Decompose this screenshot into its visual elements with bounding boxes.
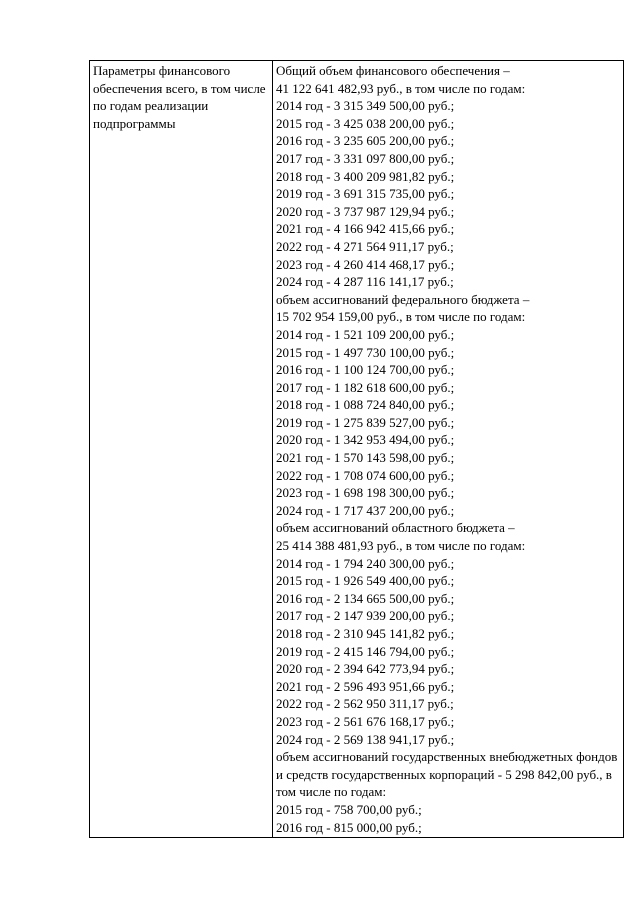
financing-line: 2019 год - 1 275 839 527,00 руб.; [276, 414, 455, 430]
financing-line: 2022 год - 2 562 950 311,17 руб.; [276, 696, 454, 712]
financing-parameters-table [89, 60, 624, 838]
financing-line: 2014 год - 1 794 240 300,00 руб.; [276, 555, 455, 571]
financing-line: 2017 год - 3 331 097 800,00 руб.; [276, 150, 455, 166]
financing-line: 2016 год - 3 235 605 200,00 руб.; [276, 133, 455, 149]
financing-line: 2023 год - 1 698 198 300,00 руб.; [276, 485, 455, 501]
financing-line: 2018 год - 3 400 209 981,82 руб.; [276, 168, 455, 184]
financing-line: 2021 год - 2 596 493 951,66 руб.; [276, 678, 455, 694]
financing-line: 2016 год - 1 100 124 700,00 руб.; [276, 362, 455, 378]
financing-line: 2017 год - 2 147 939 200,00 руб.; [276, 608, 455, 624]
parameter-label: Параметры финансового обеспечения всего, в том числе по годам реализации подпрограммы [93, 63, 266, 131]
financing-line: 25 414 388 481,93 руб., в том числе по годам: [276, 538, 526, 554]
table-row [90, 61, 624, 838]
financing-line: 2016 год - 2 134 665 500,00 руб.; [276, 590, 455, 606]
financing-line: 2018 год - 1 088 724 840,00 руб.; [276, 397, 455, 413]
financing-line: Общий объем финансового обеспечения – [276, 63, 510, 78]
financing-line: 2022 год - 4 271 564 911,17 руб.; [276, 238, 454, 254]
financing-line: 2015 год - 3 425 038 200,00 руб.; [276, 115, 455, 131]
financing-line: 15 702 954 159,00 руб., в том числе по годам: [276, 309, 526, 325]
parameter-label-cell [90, 61, 273, 838]
financing-line: объем ассигнований государственных внебюджетных фондов и средств государственных корпораций - 5 298 842,00 руб., в том числе по годам: [276, 749, 618, 800]
financing-line: 41 122 641 482,93 руб., в том числе по годам: [276, 80, 526, 96]
financing-line: 2014 год - 3 315 349 500,00 руб.; [276, 98, 455, 114]
financing-values-cell [273, 61, 624, 838]
financing-line: 2024 год - 2 569 138 941,17 руб.; [276, 731, 455, 747]
financing-line: объем ассигнований федерального бюджета – [276, 291, 530, 307]
financing-line: 2024 год - 4 287 116 141,17 руб.; [276, 274, 454, 290]
financing-line: 2017 год - 1 182 618 600,00 руб.; [276, 379, 455, 395]
financing-line: 2021 год - 4 166 942 415,66 руб.; [276, 221, 455, 237]
financing-line: 2015 год - 1 497 730 100,00 руб.; [276, 344, 455, 360]
financing-line: 2020 год - 3 737 987 129,94 руб.; [276, 203, 455, 219]
financing-line: 2016 год - 815 000,00 руб.; [276, 819, 422, 835]
financing-line: 2020 год - 1 342 953 494,00 руб.; [276, 432, 455, 448]
financing-line: 2015 год - 758 700,00 руб.; [276, 801, 422, 817]
financing-line: 2023 год - 4 260 414 468,17 руб.; [276, 256, 455, 272]
financing-line: 2019 год - 2 415 146 794,00 руб.; [276, 643, 455, 659]
financing-line: 2014 год - 1 521 109 200,00 руб.; [276, 326, 455, 342]
financing-line: объем ассигнований областного бюджета – [276, 520, 515, 536]
financing-line: 2018 год - 2 310 945 141,82 руб.; [276, 626, 455, 641]
financing-line: 2021 год - 1 570 143 598,00 руб.; [276, 450, 455, 466]
financing-line: 2020 год - 2 394 642 773,94 руб.; [276, 661, 455, 677]
financing-line: 2024 год - 1 717 437 200,00 руб.; [276, 502, 455, 518]
financing-line: 2019 год - 3 691 315 735,00 руб.; [276, 186, 455, 202]
financing-line: 2022 год - 1 708 074 600,00 руб.; [276, 467, 455, 483]
financing-line: 2023 год - 2 561 676 168,17 руб.; [276, 713, 455, 729]
financing-line: 2015 год - 1 926 549 400,00 руб.; [276, 573, 455, 589]
